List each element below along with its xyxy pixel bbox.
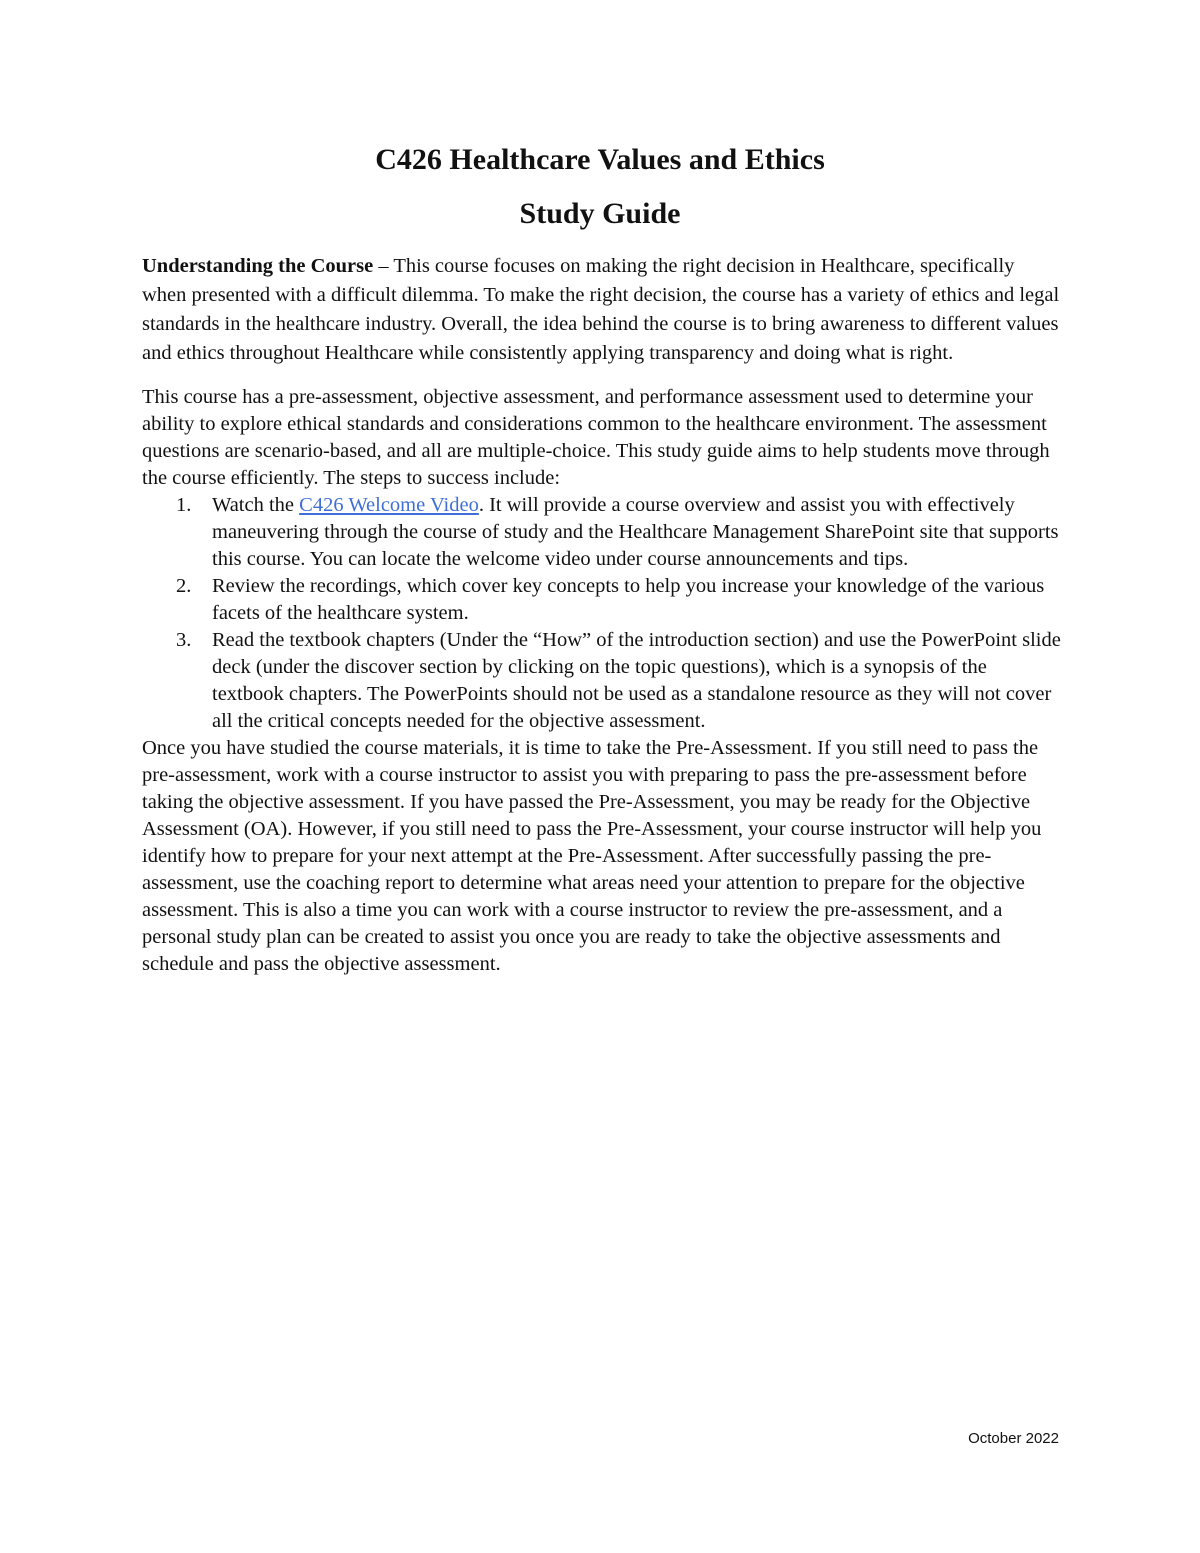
intro-paragraph	[142, 252, 1062, 368]
step-number: 2.	[176, 575, 192, 597]
step-number: 1.	[176, 494, 192, 516]
footer-date: October 2022	[968, 1430, 1059, 1447]
intro-dash: –	[373, 255, 394, 277]
step-text: Review the recordings, which cover key concepts to help you increase your knowledge of the various facets of the healthcare system.	[212, 575, 1045, 624]
steps-list	[142, 492, 1062, 735]
step-text-before: Watch the	[212, 494, 300, 516]
intro-text: This course focuses on making the right decision in Healthcare, specifically when presented with a difficult dilemma. To make the right decision, the course has a variety of ethics and legal standards in the healthcare industry. Overall, the idea behind the course is to bring awareness to different values and ethics throughout Healthcare while consistently applying transparency and doing what is right.	[142, 255, 1060, 364]
step-text: Read the textbook chapters (Under the “How” of the introduction section) and use the PowerPoint slide deck (under the discover section by clicking on the topic questions), which is a synopsis of the textbook chapters. The PowerPoints should not be used as a standalone resource as they will not cover all the critical concepts needed for the objective assessment.	[212, 629, 1061, 732]
list-item-step-1	[142, 492, 1062, 573]
welcome-video-link[interactable]: C426 Welcome Video	[299, 494, 479, 516]
page-subtitle: Study Guide	[519, 197, 681, 230]
intro-lead: Understanding the Course	[142, 255, 374, 277]
document-body	[142, 252, 1062, 978]
step-text-after: . It will provide a course overview and assist you with effectively maneuvering through the course of study and the Healthcare Management SharePoint site that supports this course. You can locate the welcome video under course announcements and tips.	[212, 494, 1059, 570]
step-number: 3.	[176, 629, 192, 651]
list-item-step-3	[142, 627, 1062, 735]
page-title: C426 Healthcare Values and Ethics	[375, 143, 825, 176]
closing-paragraph: Once you have studied the course materials, it is time to take the Pre-Assessment. If you still need to pass the pre-assessment, work with a course instructor to assist you with preparing to pass the pre-assessment before taking the objective assessment. If you have passed the Pre-Assessment, you may be ready for the Objective Assessment (OA). However, if you still need to pass the Pre-Assessment, your course instructor will help you identify how to prepare for your next attempt at the Pre-Assessment. After successfully passing the pre-assessment, use the coaching report to determine what areas need your attention to prepare for the objective assessment. This is also a time you can work with a course instructor to review the pre-assessment, and a personal study plan can be created to assist you once you are ready to take the objective assessments and schedule and pass the objective assessment.	[142, 737, 1042, 975]
list-item-step-2	[142, 573, 1062, 627]
overview-paragraph: This course has a pre-assessment, objective assessment, and performance assessment used to determine your ability to explore ethical standards and considerations common to the healthcare environment. The assessment questions are scenario-based, and all are multiple-choice. This study guide aims to help students move through the course efficiently. The steps to success include:	[142, 386, 1050, 489]
